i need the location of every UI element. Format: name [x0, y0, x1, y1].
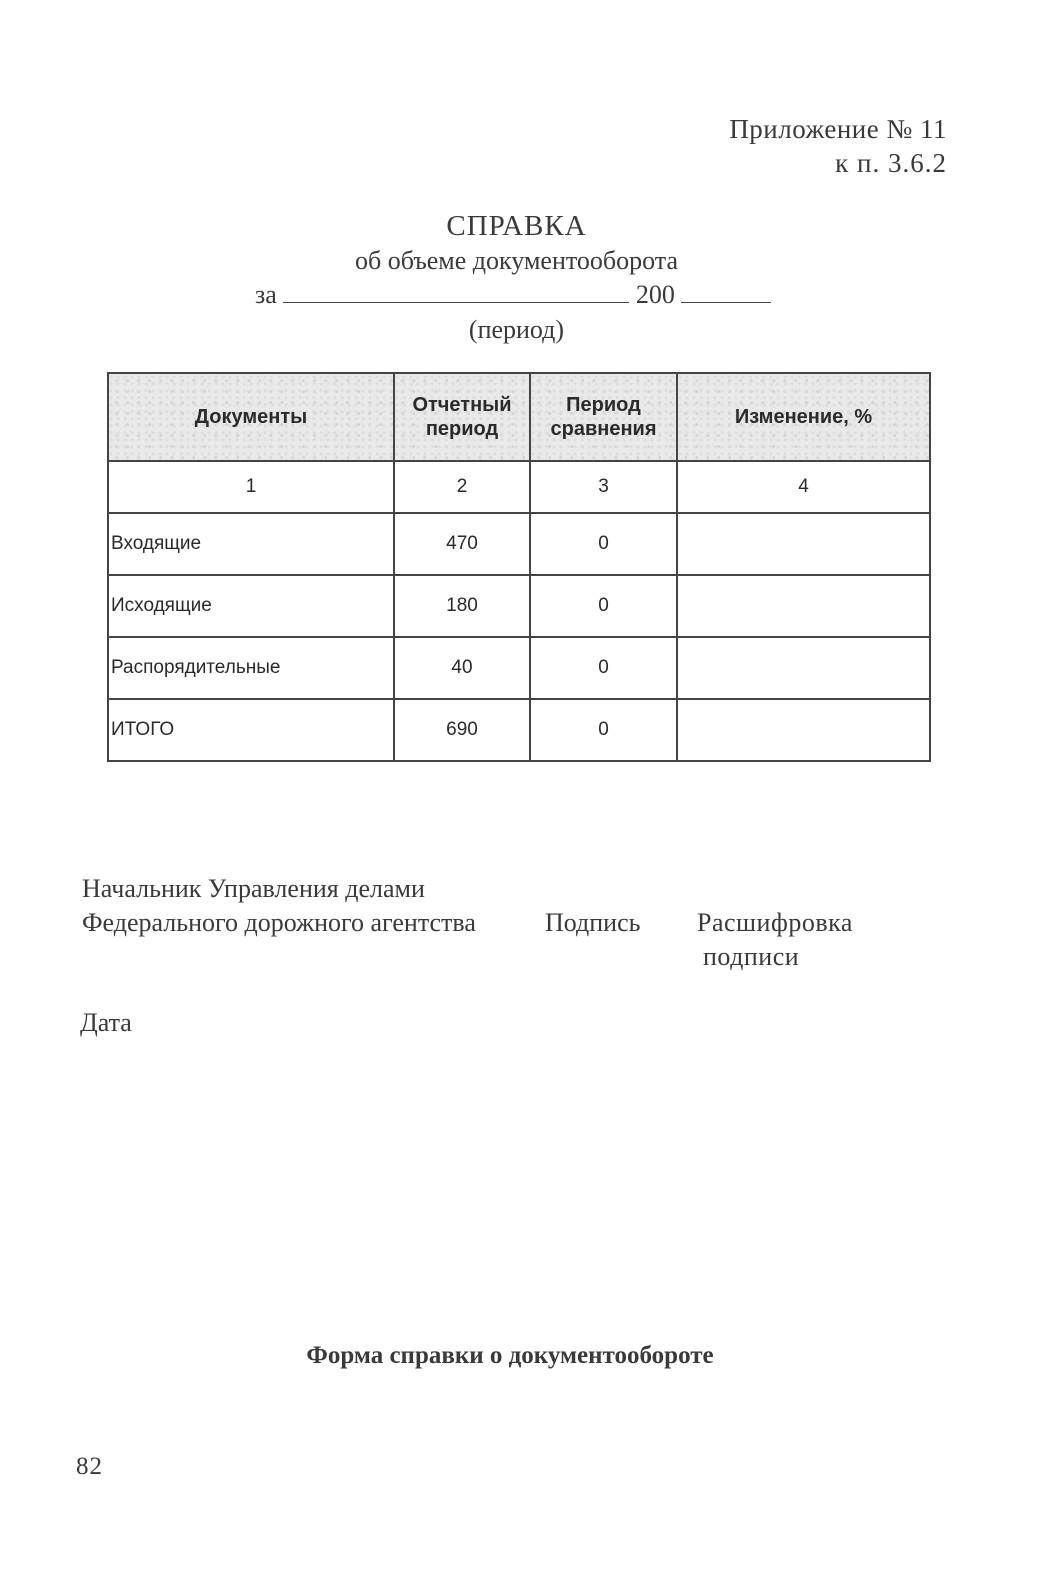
appendix-number: Приложение № 11 — [729, 114, 947, 144]
column-number: 2 — [394, 461, 530, 513]
table-row — [108, 637, 930, 699]
reporting-value: 470 — [394, 513, 530, 575]
change-value — [677, 637, 930, 699]
change-value — [677, 575, 930, 637]
row-label: Распорядительные — [108, 637, 394, 699]
reporting-value: 40 — [394, 637, 530, 699]
table-header-row — [108, 373, 930, 461]
signatory-position-line2: Федерального дорожного агентства — [82, 908, 476, 937]
table-row — [108, 699, 930, 761]
row-label: ИТОГО — [108, 699, 394, 761]
period-blank-line — [283, 282, 629, 303]
column-number: 4 — [677, 461, 930, 513]
header-comparison-period: Период сравнения — [530, 373, 677, 461]
period-field-row — [255, 280, 771, 310]
appendix-clause-reference: к п. 3.6.2 — [835, 148, 947, 178]
comparison-value: 0 — [530, 575, 677, 637]
change-value — [677, 699, 930, 761]
column-number-row — [108, 461, 930, 513]
period-year-prefix: 200 — [635, 280, 675, 309]
change-value — [677, 513, 930, 575]
header-reporting-period: Отчетный период — [394, 373, 530, 461]
page-number: 82 — [76, 1453, 103, 1480]
comparison-value: 0 — [530, 513, 677, 575]
comparison-value: 0 — [530, 699, 677, 761]
comparison-value: 0 — [530, 637, 677, 699]
reporting-value: 180 — [394, 575, 530, 637]
row-label: Входящие — [108, 513, 394, 575]
date-label: Дата — [80, 1008, 132, 1037]
column-number: 1 — [108, 461, 394, 513]
table-row — [108, 575, 930, 637]
signatory-position-line1: Начальник Управления делами — [82, 874, 425, 903]
signature-decode-label-line1: Расшифровка — [697, 908, 853, 937]
period-caption: (период) — [468, 315, 565, 344]
signature-decode-label-line2: подписи — [703, 942, 800, 971]
document-title: СПРАВКА — [446, 210, 587, 242]
column-number: 3 — [530, 461, 677, 513]
table-row — [108, 513, 930, 575]
header-documents: Документы — [108, 373, 394, 461]
document-flow-table — [107, 372, 931, 762]
period-prefix: за — [255, 280, 277, 309]
row-label: Исходящие — [108, 575, 394, 637]
document-subtitle: об объеме документооборота — [355, 246, 678, 275]
signature-label: Подпись — [545, 908, 641, 937]
header-change-percent: Изменение, % — [677, 373, 930, 461]
period-year-blank-line — [681, 282, 771, 303]
figure-caption: Форма справки о документообороте — [306, 1342, 714, 1369]
reporting-value: 690 — [394, 699, 530, 761]
